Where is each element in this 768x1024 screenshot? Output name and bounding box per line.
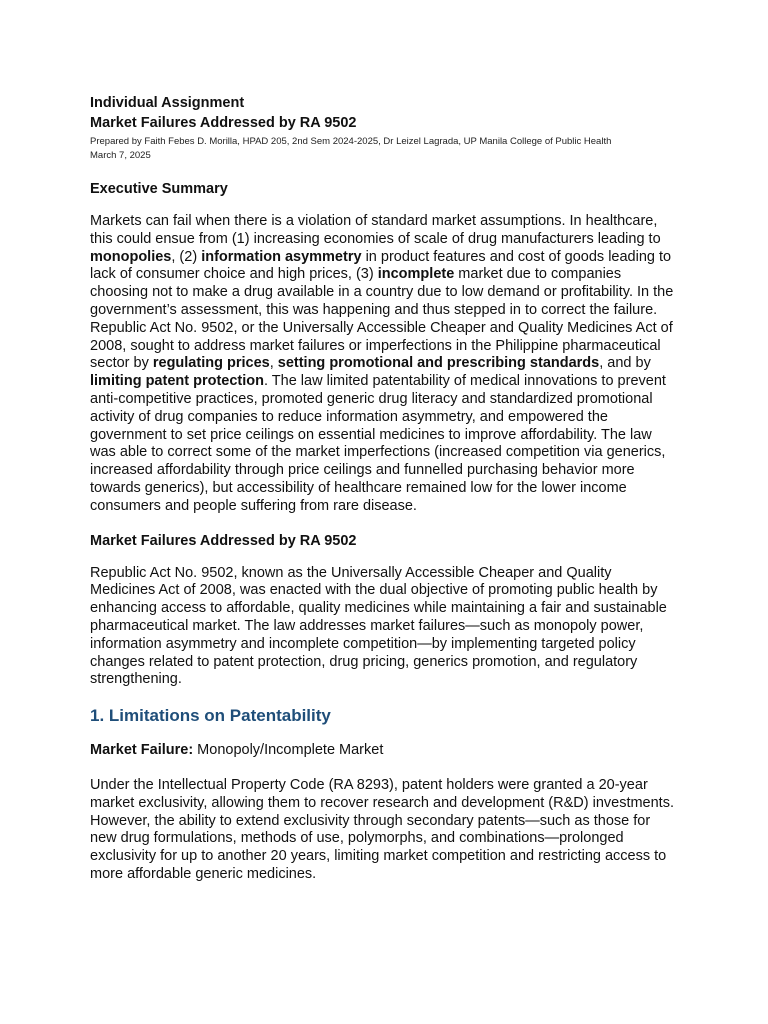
exec-text-5: , [269, 355, 278, 372]
exec-bold-monopolies: monopolies [90, 248, 172, 265]
exec-text-4: market due to companies choosing not to make a drug available in a country due to low demand or profitability. In the government’s assessment, this was happening and thus stepped in to correct the failure. Republic Act No. 9502, or the Universally Accessible Cheaper and Quality Medicines Act of 2008, sought to address market failures or imperfections in the Philippine pharmaceutical sector by [90, 266, 674, 372]
document-title-line-1: Individual Assignment [90, 95, 245, 111]
section-1-paragraph: Under the Intellectual Property Code (RA 8293), patent holders were granted a 20-year market exclusivity, allowing them to recover research and development (R&D) investments. However, the ability to extend exclusivity through secondary patents—such as those for new drug formulations, methods of use, polymorphs, and combinations—prolonged exclusivity for up to another 20 years, limiting market competition and restricting access to more affordable generic medicines. [90, 776, 674, 882]
document-meta-date: March 7, 2025 [90, 150, 151, 161]
exec-text-2: , (2) [171, 248, 202, 265]
section-1-heading: 1. Limitations on Patentability [90, 706, 331, 726]
exec-text-7: . The law limited patentability of medical innovations to prevent anti-competitive practices, promoted generic drug literacy and standardized promotional activity of drug companies to reduce information asymmetry, and empowered the government to set price ceilings on essential medicines to improve affordability. The law was able to correct some of the market imperfections (increased competition via generics, increased affordability through price ceilings and funnelled purchasing behavior more towards generics), but accessibility of healthcare remained low for the lower income consumers and people suffering from rare disease. [90, 373, 666, 514]
exec-bold-setting-standards: setting promotional and prescribing standards [277, 355, 600, 372]
executive-summary-heading: Executive Summary [90, 181, 228, 197]
exec-text-6: , and by [599, 355, 651, 372]
document-meta-author: Prepared by Faith Febes D. Morilla, HPAD 205, 2nd Sem 2024-2025, Dr Leizel Lagrada, UP Manila College of Public Health [90, 136, 612, 147]
exec-text-3: in product features and cost of goods leading to lack of consumer choice and high prices, (3) [90, 248, 672, 283]
exec-bold-incomplete: incomplete [377, 266, 455, 283]
document-title-line-2: Market Failures Addressed by RA 9502 [90, 115, 357, 131]
document-page [90, 93, 680, 884]
exec-bold-information-asymmetry: information asymmetry [201, 248, 362, 265]
exec-bold-limiting-patent: limiting patent protection [90, 373, 264, 390]
exec-text-1: Markets can fail when there is a violation of standard market assumptions. In healthcare, this could ensue from (1) increasing economies of scale of drug manufacturers leading to [90, 213, 661, 247]
market-failures-paragraph: Republic Act No. 9502, known as the Universally Accessible Cheaper and Quality Medicines Act of 2008, was enacted with the dual objective of promoting public health by enhancing access to affordable, quality medicines while maintaining a fair and sustainable pharmaceutical market. The law addresses market failures—such as monopoly power, information asymmetry and incomplete competition—by implementing targeted policy changes related to patent protection, drug pricing, generics promotion, and regulatory strengthening. [90, 564, 667, 688]
market-failures-heading: Market Failures Addressed by RA 9502 [90, 532, 357, 549]
market-failure-label: Market Failure: [90, 742, 194, 759]
executive-summary-paragraph [90, 213, 680, 516]
market-failure-value: Monopoly/Incomplete Market [193, 742, 384, 759]
section-1-market-failure [90, 742, 680, 760]
exec-bold-regulating-prices: regulating prices [152, 355, 270, 372]
